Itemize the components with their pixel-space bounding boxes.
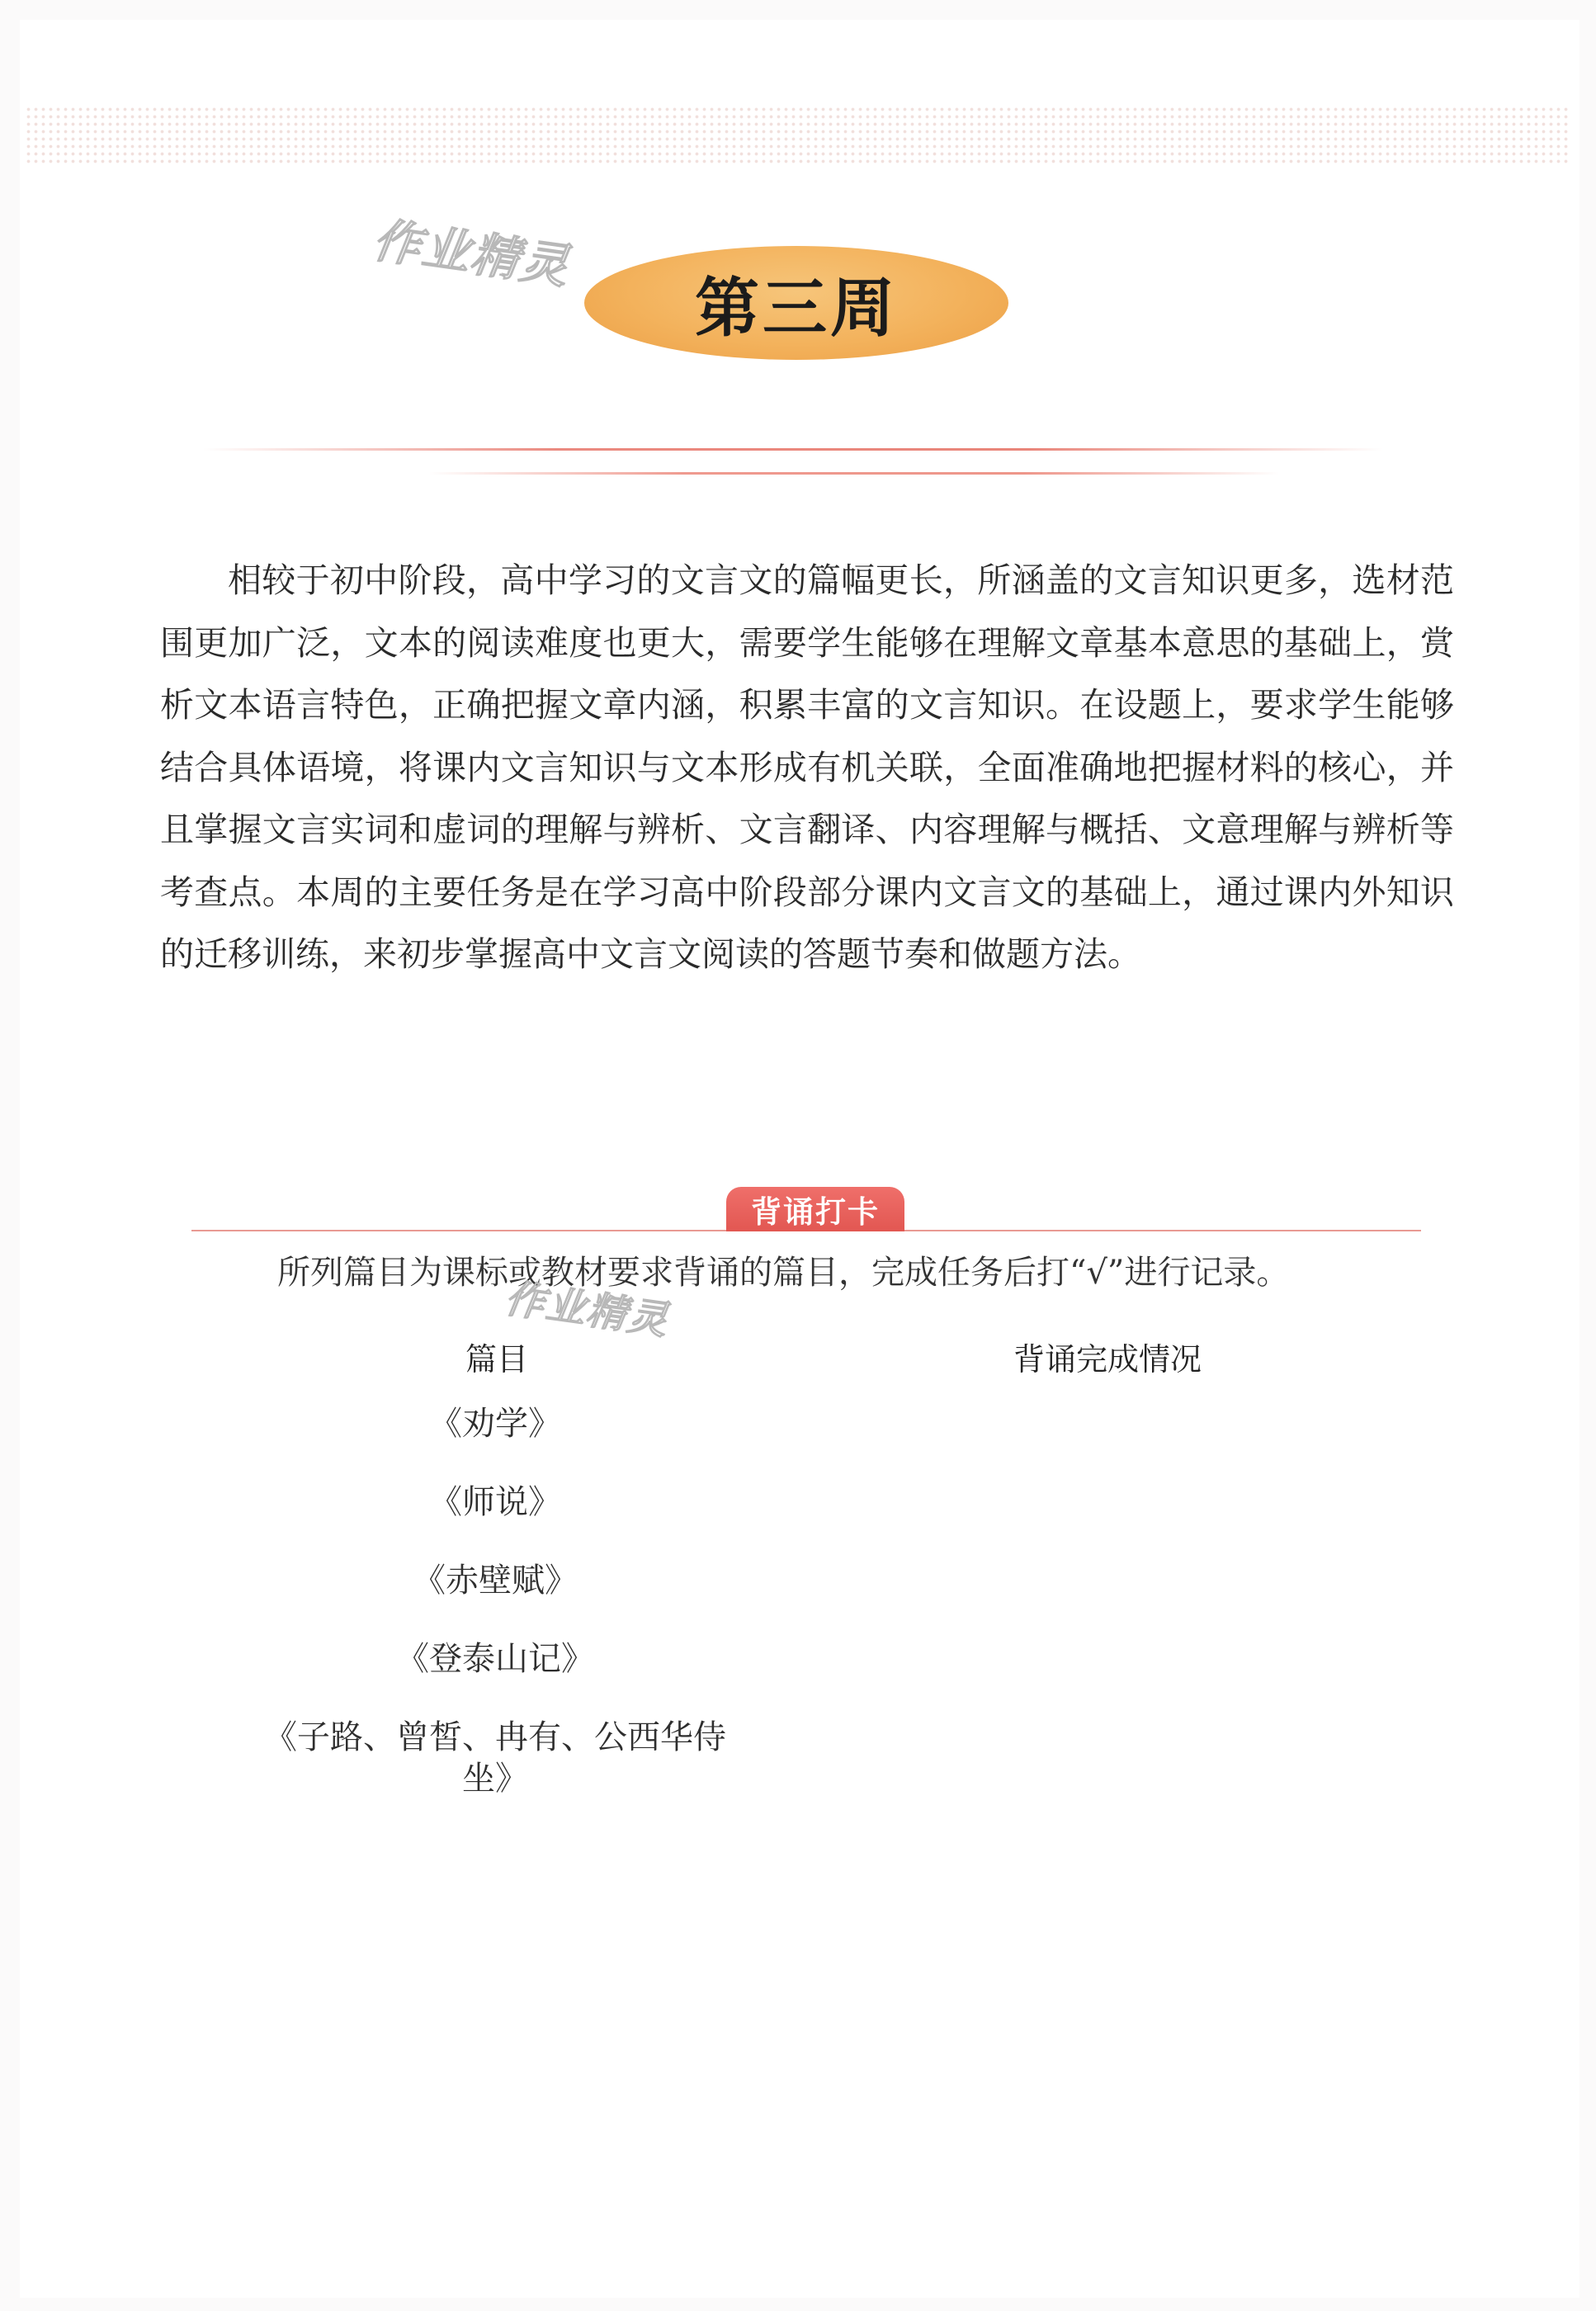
divider-line — [203, 448, 1383, 451]
watermark: 作业精灵 — [369, 211, 574, 295]
recitation-badge: 背诵打卡 — [726, 1187, 904, 1231]
intro-paragraph: 相较于初中阶段，高中学习的文言文的篇幅更长，所涵盖的文言知识更多，选材范围更加广泛，文本的阅读难度也更大，需要学生能够在理解文章基本意思的基础上，赏析文本语言特色，正确把握文章内涵，积累丰富的文言知识。在设题上，要求学生能够结合具体语境，将课内文言知识与文本形成有机关联，全面准确地把握材料的核心，并且掌握文言实词和虚词的理解与辨析、文言翻译、内容理解与概括、文意理解与辨析等考查点。本周的主要任务是在学习高中阶段部分课内文言文的基础上，通过课内外知识的迁移训练，来初步掌握高中文言文阅读的答题节奏和做题方法。 — [160, 560, 1454, 974]
divider-line — [429, 472, 1279, 475]
decorative-dot-band — [25, 106, 1571, 165]
column-header-title: 篇目 — [465, 1341, 529, 1378]
recitation-list — [248, 1403, 743, 1798]
list-item: 《子路、曾皙、冉有、公西华侍坐》 — [264, 1718, 726, 1798]
list-item: 《劝学》 — [429, 1405, 561, 1443]
column-header-status: 背诵完成情况 — [1013, 1341, 1202, 1378]
list-item: 《赤壁赋》 — [413, 1562, 578, 1600]
watermark: 作业精灵 — [502, 1275, 673, 1345]
list-item: 《师说》 — [429, 1483, 561, 1521]
list-item: 《登泰山记》 — [396, 1640, 594, 1678]
recitation-instruction: 所列篇目为课标或教材要求背诵的篇目，完成任务后打“√”进行记录。 — [277, 1254, 1290, 1292]
week-title: 第三周 — [694, 272, 898, 346]
page — [20, 20, 1579, 2298]
